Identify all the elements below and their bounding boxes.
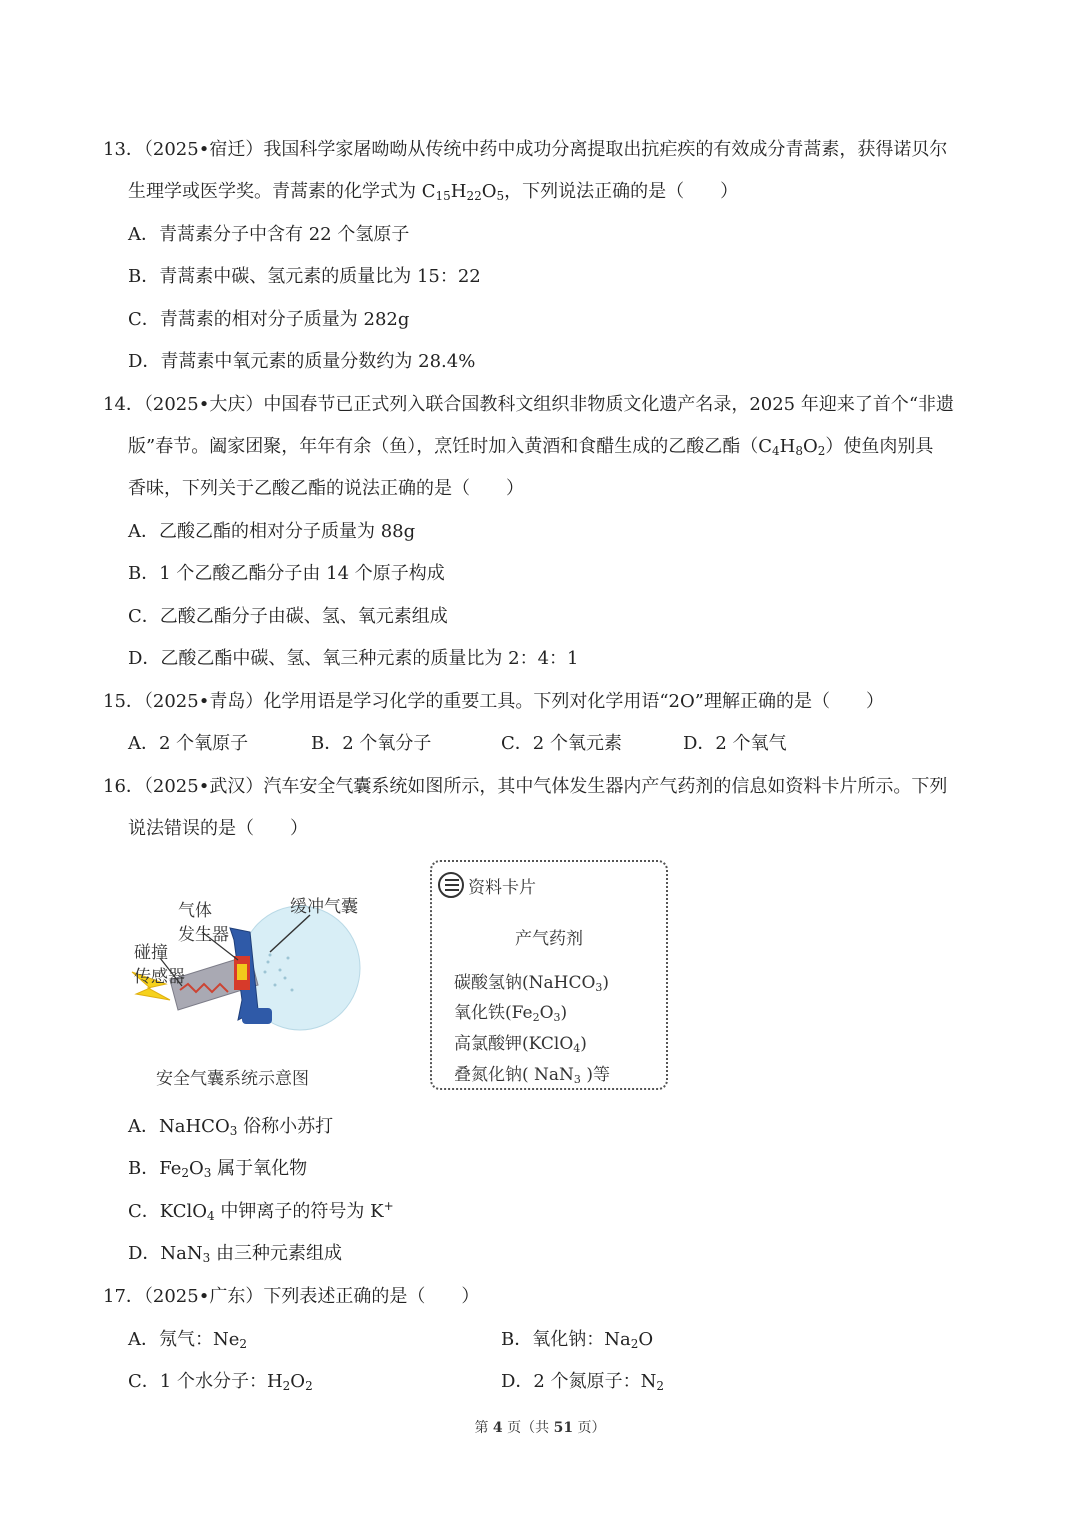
q16-stem-line1: 16．（2025•武汉）汽车安全气囊系统如图所示，其中气体发生器内产气药剂的信息如资料卡片所示。下列 bbox=[103, 776, 948, 797]
document-icon bbox=[438, 872, 464, 898]
card-item-fe2o3: 氧化铁$(Fe_2O_3)$ bbox=[454, 1003, 568, 1024]
q16-option-d: D．NaN$_3$ 由三种元素组成 bbox=[128, 1243, 343, 1265]
card-title: 产气药剂 bbox=[515, 929, 583, 949]
q16-stem-line2: 说法错误的是（ ） bbox=[128, 818, 308, 839]
figure-caption: 安全气囊系统示意图 bbox=[156, 1069, 309, 1089]
q14-stem-line2: 版”春节。阖家团聚，年年有余（鱼），烹饪时加入黄酒和食醋生成的乙酸乙酯$(C_4H_8O_2)$使鱼肉别具 bbox=[128, 436, 934, 458]
q13-option-a: A．青蒿素分子中含有 22 个氢原子 bbox=[128, 224, 410, 245]
label-buffer-airbag: 缓冲气囊 bbox=[290, 897, 358, 917]
q13-option-d: D．青蒿素中氧元素的质量分数约为 28.4% bbox=[128, 351, 476, 372]
q15-option-b: B．2 个氧分子 bbox=[311, 733, 432, 754]
card-item-nan3: 叠氮化钠( NaN$_3$ )等 bbox=[454, 1065, 610, 1086]
q14-option-d: D．乙酸乙酯中碳、氢、氧三种元素的质量比为 2：4：1 bbox=[128, 648, 579, 669]
card-header bbox=[438, 872, 536, 898]
q15-option-d: D．2 个氧气 bbox=[683, 733, 787, 754]
q14-option-a: A．乙酸乙酯的相对分子质量为 88g bbox=[128, 521, 416, 542]
card-item-kclo4: 高氯酸钾(KClO$_4$) bbox=[454, 1034, 587, 1055]
q17-option-b: B．氧化钠：$Na_2O$ bbox=[501, 1329, 654, 1351]
q16-option-a: A．NaHCO$_3$ 俗称小苏打 bbox=[128, 1116, 334, 1138]
q13-stem-line1: 13．（2025•宿迁）我国科学家屠呦呦从传统中药中成功分离提取出抗疟疾的有效成分青蒿素，获得诺贝尔 bbox=[103, 139, 948, 160]
q14-option-b: B．1 个乙酸乙酯分子由 14 个原子构成 bbox=[128, 563, 445, 584]
page-footer: 第 4 页（共 51 页） bbox=[474, 1420, 606, 1436]
page-number: 4 bbox=[492, 1420, 503, 1436]
q14-stem-line1: 14．（2025•大庆）中国春节已正式列入联合国教科文组织非物质文化遗产名录，2025 年迎来了首个“非遗 bbox=[103, 394, 955, 415]
label-crash-sensor-line1: 碰撞 bbox=[134, 943, 168, 963]
q13-option-c: C．青蒿素的相对分子质量为 282g bbox=[128, 309, 410, 330]
q16-option-b: B．$Fe_2O_3$ 属于氧化物 bbox=[128, 1158, 308, 1180]
q17-option-c: C．1 个水分子：$H_2O_2$ bbox=[128, 1371, 313, 1393]
card-header-text: 资料卡片 bbox=[468, 877, 536, 898]
label-gas-generator-line1: 气体 bbox=[178, 901, 212, 921]
label-crash-sensor-line2: 传感器 bbox=[134, 967, 185, 987]
page-total: 51 bbox=[553, 1420, 574, 1436]
q13-option-b: B．青蒿素中碳、氢元素的质量比为 15：22 bbox=[128, 266, 481, 287]
label-gas-generator-line2: 发生器 bbox=[178, 925, 229, 945]
q14-stem-line3: 香味，下列关于乙酸乙酯的说法正确的是（ ） bbox=[128, 478, 524, 499]
airbag-figure bbox=[130, 860, 690, 1100]
q17-stem: 17．（2025•广东）下列表述正确的是（ ） bbox=[103, 1286, 480, 1307]
airbag-diagram bbox=[130, 860, 400, 1060]
q16-option-c: C．KClO$_4$ 中钾离子的符号为 K+ bbox=[128, 1199, 394, 1223]
q15-option-a: A．2 个氧原子 bbox=[128, 733, 249, 754]
q15-option-c: C．2 个氧元素 bbox=[501, 733, 622, 754]
info-card bbox=[430, 860, 668, 1090]
card-item-nahco3: 碳酸氢钠(NaHCO$_3$) bbox=[454, 973, 610, 994]
q17-option-a: A．氖气：$Ne_2$ bbox=[128, 1329, 248, 1351]
q15-stem: 15．（2025•青岛）化学用语是学习化学的重要工具。下列对化学用语“2O”理解正确的是（ ） bbox=[103, 691, 884, 712]
q13-stem-line2: 生理学或医学奖。青蒿素的化学式为 $C_{15}H_{22}O_5$，下列说法正确的是（ ） bbox=[128, 181, 739, 203]
q14-option-c: C．乙酸乙酯分子由碳、氢、氧元素组成 bbox=[128, 606, 448, 627]
q17-option-d: D．2 个氮原子：$N_2$ bbox=[501, 1371, 664, 1393]
